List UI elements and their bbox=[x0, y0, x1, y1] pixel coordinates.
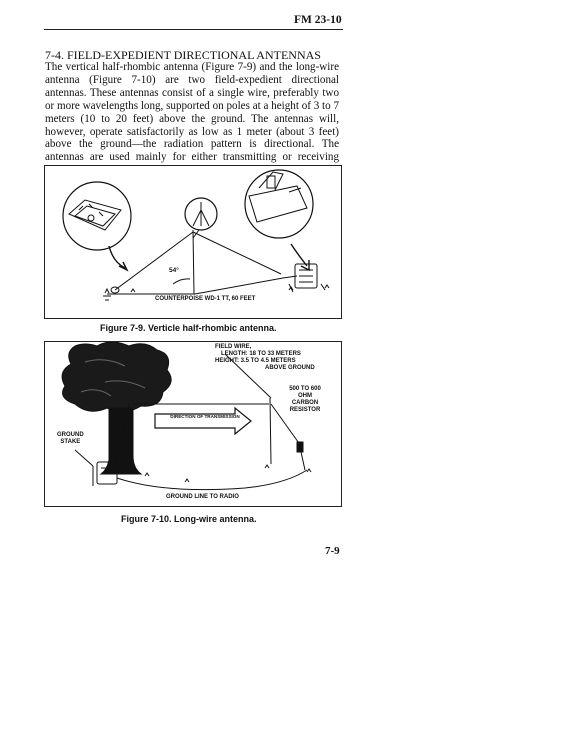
ground-stake-label: GROUND STAKE bbox=[57, 432, 84, 445]
angle-label: 54° bbox=[169, 267, 179, 274]
figure-7-9 bbox=[44, 165, 342, 319]
carbon-resistor bbox=[297, 442, 303, 452]
left-inset-arrow bbox=[109, 246, 125, 268]
figure-7-10 bbox=[44, 341, 342, 507]
far-mast bbox=[270, 398, 271, 464]
antenna-wire-left bbox=[115, 232, 193, 290]
ground-line bbox=[117, 470, 307, 490]
resistor-ground-lead bbox=[301, 452, 305, 470]
right-inset-circle bbox=[245, 170, 313, 238]
counterpoise-wire bbox=[107, 276, 297, 294]
field-wire-label: FIELD WIRE, LENGTH: 18 TO 33 METERS HEIGHT: 3.5 TO 4.5 METERS ABOVE GROUND bbox=[215, 344, 315, 371]
counterpoise-label: COUNTERPOISE WD-1 TT, 60 FEET bbox=[155, 296, 256, 302]
right-inset-arrow bbox=[291, 244, 307, 266]
angle-arc bbox=[173, 279, 190, 284]
section-body: The vertical half-rhombic antenna (Figure 7-9) and the long-wire antenna (Figure 7-10) are two field-expedient directional antennas. These antennas consist of a single wire, preferably two or more wavelengths long, supported on poles at a height of 3 to 7 meters (10 to 20 feet) above the ground. The antennas will, however, operate satisfactorily as low as 1 meter (about 3 feet) above the ground—the radiation pattern is directional. The antennas are used mainly for either transmitting or receiving bbox=[45, 61, 339, 164]
antenna-wire-right bbox=[193, 232, 281, 274]
figure-7-10-caption: Figure 7-10. Long-wire antenna. bbox=[121, 514, 257, 524]
ground-stake-pointer bbox=[75, 450, 93, 466]
direction-arrow bbox=[155, 408, 251, 434]
figure-7-9-caption: Figure 7-9. Verticle half-rhombic antenna. bbox=[100, 323, 277, 333]
mast bbox=[193, 230, 194, 294]
header-rule bbox=[44, 29, 343, 30]
direction-label: DIRECTION OF TRANSMISSION bbox=[170, 414, 240, 419]
manual-code: FM 23-10 bbox=[294, 14, 342, 26]
resistor-label: 500 TO 600 OHM CARBON RESISTOR bbox=[289, 386, 321, 413]
tree-canopy bbox=[62, 342, 171, 412]
tree-trunk bbox=[101, 408, 141, 474]
section-heading: 7-4. FIELD-EXPEDIENT DIRECTIONAL ANTENNAS bbox=[45, 48, 321, 62]
ground-line-label: GROUND LINE TO RADIO bbox=[166, 494, 239, 500]
page-number: 7-9 bbox=[325, 545, 340, 557]
